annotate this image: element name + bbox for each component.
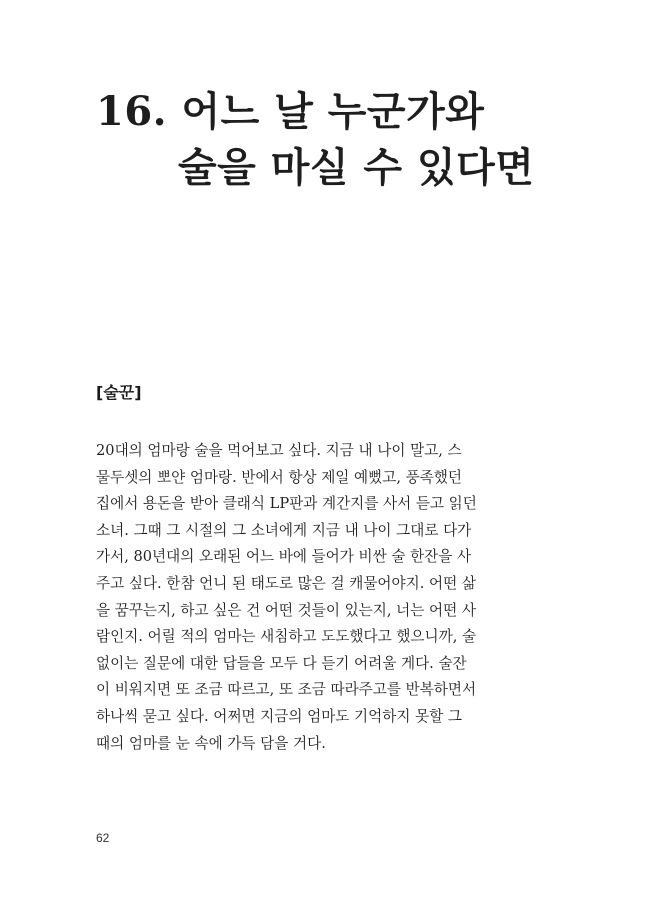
- body-line: 가서, 80년대의 오래된 어느 바에 들어가 비싼 술 한잔을 사: [96, 548, 472, 566]
- body-line: 20대의 엄마랑 술을 먹어보고 싶다. 지금 내 나이 말고, 스: [96, 442, 462, 459]
- body-line: 집에서 용돈을 받아 클래식 LP판과 계간지를 사서 듣고 읽던: [96, 495, 477, 513]
- body-line: 람인지. 어릴 적의 엄마는 새침하고 도도했다고 했으니까, 술: [96, 628, 477, 646]
- body-line: 물두셋의 뽀얀 엄마랑. 반에서 항상 제일 예뻤고, 풍족했던: [96, 468, 462, 486]
- body-paragraph: [96, 438, 542, 757]
- page-number: 62: [96, 831, 110, 845]
- body-line: 주고 싶다. 한참 언니 된 태도로 많은 걸 캐물어야지. 어떤 삶: [96, 574, 476, 592]
- chapter-title-line-1: 16. 어느 날 누군가와: [96, 88, 485, 135]
- body-line: 이 비워지면 또 조금 따르고, 또 조금 따라주고를 반복하면서: [96, 681, 477, 699]
- section-label: [술꾼]: [96, 383, 142, 402]
- body-line: 을 꿈꾸는지, 하고 싶은 건 어떤 것들이 있는지, 너는 어떤 사: [96, 601, 476, 619]
- chapter-title-line-2: 술을 마실 수 있다면: [178, 144, 535, 191]
- body-line: 없이는 질문에 대한 답들을 모두 다 듣기 어려울 게다. 술잔: [96, 654, 467, 672]
- body-line: 소녀. 그때 그 시절의 그 소녀에게 지금 내 나이 그대로 다가: [96, 521, 472, 539]
- body-line: 하나씩 묻고 싶다. 어쩌면 지금의 엄마도 기억하지 못할 그: [96, 707, 462, 725]
- chapter-title: [96, 84, 534, 196]
- body-line: 때의 엄마를 눈 속에 가득 담을 거다.: [96, 734, 326, 752]
